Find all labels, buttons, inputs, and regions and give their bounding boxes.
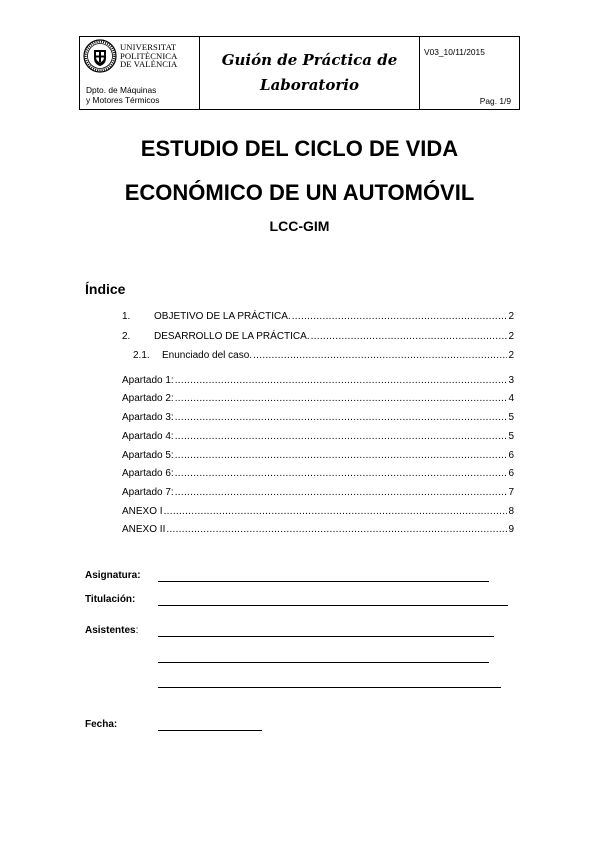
toc-entry-page: 5 (508, 431, 514, 442)
toc-entry-label: Apartado 2: (122, 393, 174, 404)
toc-leader-dots (292, 310, 508, 324)
toc-entry-label: Apartado 5: (122, 450, 174, 461)
titulacion-field[interactable] (158, 605, 508, 606)
document-type-title (222, 48, 398, 98)
main-title-line-1: ESTUDIO DEL CICLO DE VIDA (140, 136, 459, 161)
university-line-2: POLITÈCNICA (120, 50, 178, 61)
toc-entry[interactable] (122, 505, 514, 519)
asignatura-field[interactable] (158, 581, 489, 582)
toc-entry-number: 1. (122, 311, 131, 322)
toc-leader-dots (253, 349, 507, 363)
toc-entry-number: 2.1. (133, 350, 150, 361)
university-logo (83, 39, 177, 73)
toc-entry[interactable] (122, 523, 514, 537)
toc-entry[interactable] (133, 349, 514, 363)
university-seal-icon (83, 39, 117, 73)
toc-entry[interactable] (122, 411, 514, 425)
toc-leader-dots (175, 374, 508, 388)
toc-entry-page: 7 (508, 487, 514, 498)
toc-entry-label: Apartado 6: (122, 468, 174, 479)
toc-entry-page: 6 (508, 468, 514, 479)
toc-leader-dots (166, 523, 507, 537)
fecha-label: Fecha: (85, 719, 118, 730)
toc-entry[interactable] (122, 330, 514, 344)
asistentes-label-text: Asistentes (85, 625, 136, 636)
toc-entry-label: Apartado 4: (122, 431, 174, 442)
subtitle: LCC-GIM (269, 218, 330, 234)
asistentes-field-1[interactable] (158, 636, 494, 637)
document-type-line-1: Guión de Práctica de (221, 51, 398, 69)
department-name (86, 85, 159, 105)
toc-leader-dots (175, 486, 508, 500)
toc-entry-label: Apartado 7: (122, 487, 174, 498)
toc-entry[interactable] (122, 374, 514, 388)
toc-entry[interactable] (122, 310, 514, 324)
titulacion-label: Titulación: (85, 594, 136, 605)
toc-entry-label: Apartado 1: (122, 375, 174, 386)
version-label: V03_10/11/2015 (424, 47, 485, 57)
toc-entry-label: Apartado 3: (122, 412, 174, 423)
document-header (79, 36, 520, 110)
asistentes-field-2[interactable] (158, 662, 489, 663)
main-title-line-2: ECONÓMICO DE UN AUTOMÓVIL (124, 180, 475, 205)
toc-entry-page: 3 (508, 375, 514, 386)
department-line-1: Dpto. de Máquinas (86, 85, 157, 95)
university-line-3: DE VALÈNCIA (120, 59, 178, 70)
toc-entry-page: 4 (508, 393, 514, 404)
toc-entry[interactable] (122, 449, 514, 463)
toc-entry[interactable] (122, 392, 514, 406)
header-left-cell (80, 37, 200, 109)
header-right-cell (420, 37, 519, 109)
asignatura-label: Asignatura: (85, 570, 141, 581)
asistentes-label (85, 625, 138, 636)
asistentes-label-colon: : (135, 625, 139, 636)
index-heading: Índice (85, 281, 126, 297)
toc-entry-page: 2 (508, 311, 514, 322)
toc-leader-dots (175, 430, 508, 444)
toc-entry-label: DESARROLLO DE LA PRÁCTICA. (154, 331, 310, 342)
main-title (0, 127, 599, 215)
toc-entry-page: 6 (508, 450, 514, 461)
toc-leader-dots (175, 467, 508, 481)
toc-leader-dots (175, 411, 508, 425)
header-title-cell (200, 37, 420, 109)
toc-leader-dots (175, 392, 508, 406)
toc-entry-number: 2. (122, 331, 131, 342)
toc-entry[interactable] (122, 430, 514, 444)
toc-entry-label: ANEXO II (122, 524, 166, 535)
department-line-2: y Motores Térmicos (86, 95, 160, 105)
toc-leader-dots (175, 449, 508, 463)
toc-entry-page: 9 (508, 524, 514, 535)
toc-entry-label: Enunciado del caso. (162, 350, 253, 361)
toc-entry[interactable] (122, 467, 514, 481)
toc-entry-page: 5 (508, 412, 514, 423)
toc-entry-page: 8 (508, 506, 514, 517)
toc-entry[interactable] (122, 486, 514, 500)
toc-entry-label: OBJETIVO DE LA PRÁCTICA. (154, 311, 291, 322)
university-line-1: UNIVERSITAT (120, 42, 177, 53)
fecha-field[interactable] (158, 730, 262, 731)
page-number: Pag. 1/9 (479, 96, 511, 106)
toc-leader-dots (164, 505, 508, 519)
toc-leader-dots (311, 330, 508, 344)
document-type-line-2: Laboratorio (260, 76, 359, 94)
toc-entry-label: ANEXO I (122, 506, 163, 517)
university-name (120, 43, 177, 68)
toc-entry-page: 2 (508, 350, 514, 361)
asistentes-field-3[interactable] (158, 687, 501, 688)
toc-entry-page: 2 (508, 331, 514, 342)
